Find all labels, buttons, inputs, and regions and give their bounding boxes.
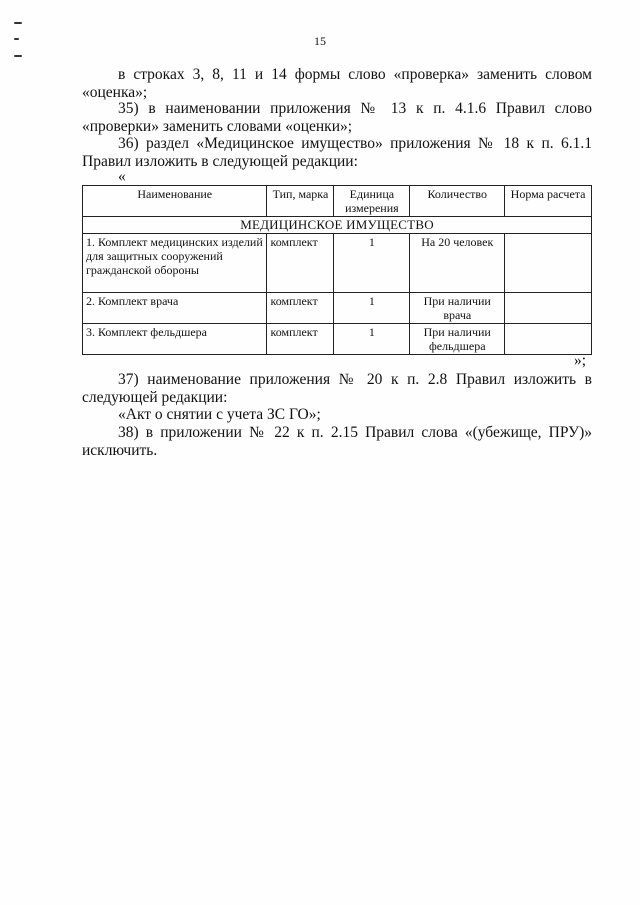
cell-quantity: При наличии врача — [410, 293, 505, 324]
section-title: МЕДИЦИНСКОЕ ИМУЩЕСТВО — [83, 217, 592, 234]
paragraph-35: 35) в наименовании приложения № 13 к п. 4.1.6 Правил слово «проверки» заменить словами «оценки»; — [82, 100, 592, 135]
header-quantity: Количество — [410, 186, 505, 217]
cell-type: комплект — [267, 234, 334, 293]
table-row — [83, 234, 592, 293]
cell-quantity: При наличии фельдшера — [410, 324, 505, 355]
paragraph-36: 36) раздел «Медицинское имущество» приложения № 18 к п. 6.1.1 Правил изложить в следующей редакции: — [82, 135, 592, 170]
cell-type: комплект — [267, 324, 334, 355]
cell-norm — [505, 234, 592, 293]
cell-unit: 1 — [334, 293, 410, 324]
opening-quote: « — [118, 168, 126, 185]
header-norm: Норма расчета — [505, 186, 592, 217]
closing-quote: »; — [574, 352, 587, 369]
paragraph-38: 38) в приложении № 22 к п. 2.15 Правил слова «(убежище, ПРУ)» исключить. — [82, 424, 592, 459]
cell-type: комплект — [267, 293, 334, 324]
header-name: Наименование — [83, 186, 267, 217]
cell-norm — [505, 324, 592, 355]
page-number: 15 — [314, 34, 326, 48]
cell-name: 2. Комплект врача — [83, 293, 267, 324]
cell-unit: 1 — [334, 324, 410, 355]
header-unit: Единица измерения — [334, 186, 410, 217]
scan-mark — [14, 55, 22, 57]
header-type: Тип, марка — [267, 186, 334, 217]
paragraph-37-act-title: «Акт о снятии с учета ЗС ГО»; — [118, 406, 321, 423]
medical-property-table — [82, 185, 592, 355]
cell-name: 3. Комплект фельдшера — [83, 324, 267, 355]
scan-mark — [14, 22, 22, 24]
cell-name: 1. Комплект медицинских изделий для защитных сооружений гражданской обороны — [83, 234, 267, 293]
table-row — [83, 293, 592, 324]
cell-unit: 1 — [334, 234, 410, 293]
table-header-row — [83, 186, 592, 217]
table-section-row — [83, 217, 592, 234]
table-row — [83, 324, 592, 355]
paragraph-37: 37) наименование приложения № 20 к п. 2.8 Правил изложить в следующей редакции: — [82, 371, 592, 406]
cell-quantity: На 20 человек — [410, 234, 505, 293]
paragraph-forms: в строках 3, 8, 11 и 14 формы слово «проверка» заменить словом «оценка»; — [82, 66, 592, 101]
cell-norm — [505, 293, 592, 324]
